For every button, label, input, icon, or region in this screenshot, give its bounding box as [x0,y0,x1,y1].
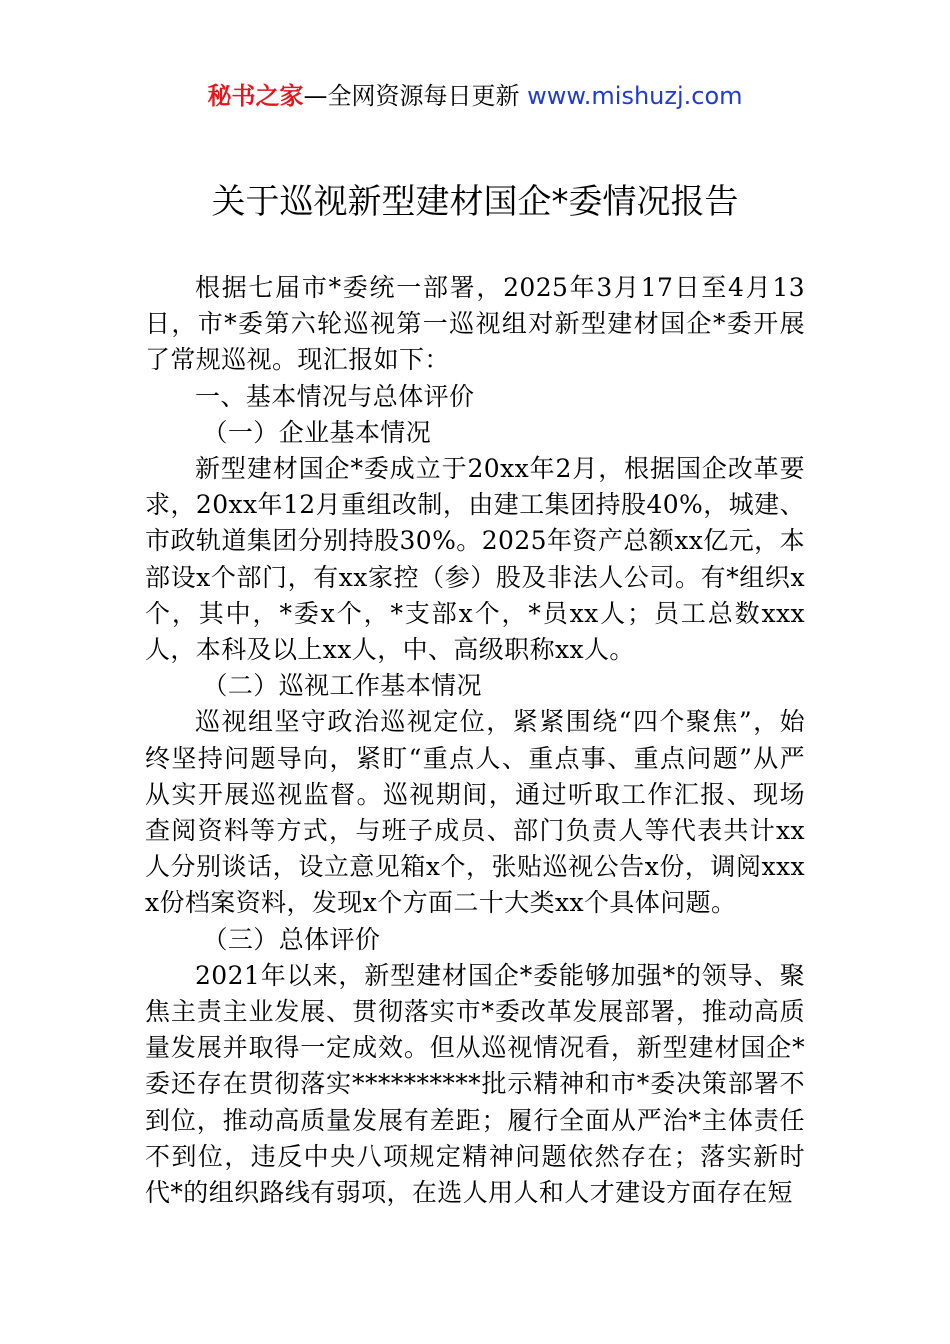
document-title: 关于巡视新型建材国企*委情况报告 [211,182,739,222]
inspection-paragraph: 巡视组坚守政治巡视定位，紧紧围绕“四个聚焦”，始终坚持问题导向，紧盯“重点人、重点事、重点问题”从严从实开展巡视监督。巡视期间，通过听取工作汇报、现场查阅资料等方式，与班子成员、部门负责人等代表共计xx人分别谈话，设立意见箱x个，张贴巡视公告x份，调阅xxxx份档案资料，发现x个方面二十大类xx个具体问题。 [145,707,805,918]
evaluation-paragraph: 2021年以来，新型建材国企*委能够加强*的领导、聚焦主责主业发展、贯彻落实市*委改革发展部署，推动高质量发展并取得一定成效。但从巡视情况看，新型建材国企*委还存在贯彻落实**********批示精神和市*委决策部署不到位，推动高质量发展有差距；履行全面从严治*主体责任不到位，违反中央八项规定精神问题依然存在；落实新时代*的组织路线有弱项，在选人用人和人才建设方面存在短 [145,960,805,1208]
intro-paragraph: 根据七届市*委统一部署，2025年3月17日至4月13日，市*委第六轮巡视第一巡视组对新型建材国企*委开展了常规巡视。现汇报如下： [145,273,805,375]
banner-slogan: —全网资源每日更新 [303,82,528,110]
document-body [145,270,805,1211]
site-url-link[interactable]: www.mishuzj.com [527,82,743,110]
subsection-heading-inspection: （二）巡视工作基本情况 [202,671,482,701]
site-banner [0,80,950,112]
enterprise-paragraph: 新型建材国企*委成立于20xx年2月，根据国企改革要求，20xx年12月重组改制，由建工集团持股40%，城建、市政轨道集团分别持股30%。2025年资产总额xx亿元，本部设x个部门，有xx家控（参）股及非法人公司。有*组织x个，其中，*委x个，*支部x个，*员xx人；员工总数xxx人，本科及以上xx人，中、高级职称xx人。 [145,454,805,665]
subsection-heading-evaluation: （三）总体评价 [202,924,381,954]
brand-name: 秘书之家 [207,82,304,110]
section-heading-basic: 一、基本情况与总体评价 [195,381,475,411]
subsection-heading-enterprise: （一）企业基本情况 [202,417,432,447]
